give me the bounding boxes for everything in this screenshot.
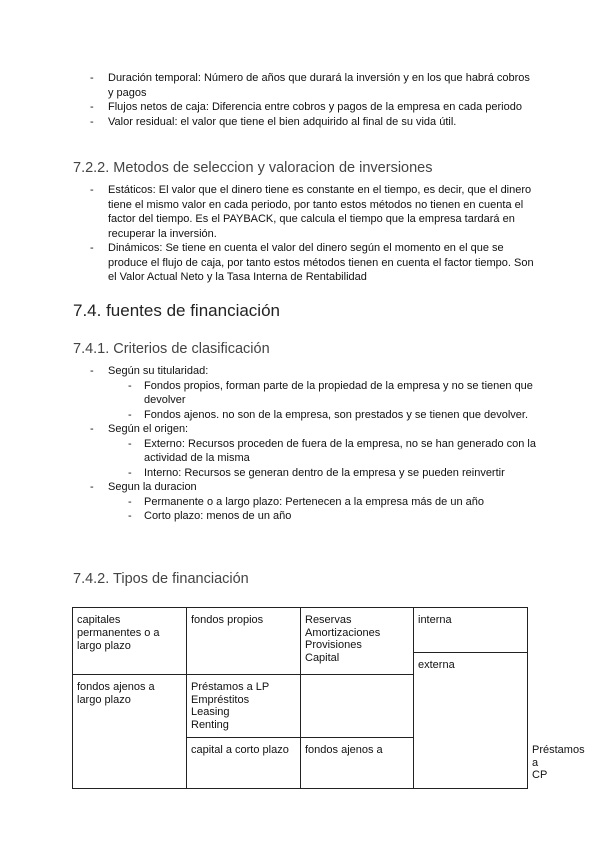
sublist xyxy=(108,379,536,423)
list-item xyxy=(90,480,536,524)
financing-types-table xyxy=(72,607,585,789)
sublist-item: - Externo: Recursos proceden de fuera de la empresa, no se han generado con la actividad de la misma xyxy=(108,437,536,466)
criterion-label: Según su titularidad: xyxy=(108,365,209,377)
heading-7-4-2: 7.4.2. Tipos de financiación xyxy=(73,571,249,587)
list-item: - Estáticos: El valor que el dinero tiene es constante en el tiempo, es decir, que el dinero tiene el mismo valor en cada periodo, por tanto estos métodos no tienen en cuenta el factor del tiempo. Es el PAYBACK, que calcula el tiempo que la empresa tardará en recuperar la inversión. xyxy=(90,183,536,241)
cell-externa: externa xyxy=(414,653,528,789)
cell-capitales-permanentes: capitales permanentes o a largo plazo xyxy=(73,608,187,675)
sublist-item: - Fondos ajenos. no son de la empresa, son prestados y se tienen que devolver. xyxy=(108,408,536,423)
list-item: - Duración temporal: Número de años que durará la inversión y en los que habrá cobros y pagos xyxy=(90,71,536,100)
source-item: Leasing xyxy=(191,706,230,718)
criterion-label: Según el origen: xyxy=(108,423,189,435)
list-item xyxy=(90,364,536,422)
methods-list xyxy=(90,183,536,285)
source-item: Amortizaciones xyxy=(305,626,381,639)
list-item: - Valor residual: el valor que tiene el bien adquirido al final de su vida útil. xyxy=(90,115,536,130)
criterion-label: Segun la duracion xyxy=(108,481,197,493)
cell-fondos-propios-sources xyxy=(301,608,414,675)
table-row: capital a corto plazo fondos ajenos a Préstamos a CP xyxy=(73,738,528,789)
heading-7-4: 7.4. fuentes de financiación xyxy=(73,301,280,320)
source-item: Empréstitos xyxy=(191,693,250,706)
cell-fondos-ajenos-cp: fondos ajenos a xyxy=(301,738,414,789)
investment-variables-list xyxy=(90,71,536,129)
source-item: Capital xyxy=(305,651,340,664)
list-item: - Flujos netos de caja: Diferencia entre cobros y pagos de la empresa en cada periodo xyxy=(90,100,536,115)
source-item: Préstamos a LP xyxy=(191,681,270,693)
source-item: Renting xyxy=(191,718,229,731)
cell-fondos-ajenos-lp-sources xyxy=(187,675,301,738)
table-row xyxy=(73,608,528,653)
sublist-item: - Corto plazo: menos de un año xyxy=(108,509,536,524)
cell-fondos-propios: fondos propios xyxy=(187,608,301,675)
source-item: Provisiones xyxy=(305,639,362,651)
cell-capital-corto-plazo: capital a corto plazo xyxy=(187,738,301,789)
heading-7-4-1: 7.4.1. Criterios de clasificación xyxy=(73,341,270,357)
sublist xyxy=(108,495,536,524)
list-item: - Dinámicos: Se tiene en cuenta el valor del dinero según el momento en el que se produce el flujo de caja, por tanto estos métodos tienen en cuenta el factor tiempo. Son el Valor Actual Neto y la Tasa Interna de Rentabilidad xyxy=(90,241,536,285)
cell-interna: interna xyxy=(414,608,528,653)
heading-7-2-2: 7.2.2. Metodos de seleccion y valoracion de inversiones xyxy=(73,160,433,176)
sublist-item: - Permanente o a largo plazo: Pertenecen a la empresa más de un año xyxy=(108,495,536,510)
list-item xyxy=(90,422,536,480)
sublist xyxy=(108,437,536,481)
source-item: Reservas xyxy=(305,614,352,626)
sublist-item: - Fondos propios, forman parte de la propiedad de la empresa y no se tienen que devolver xyxy=(108,379,536,408)
sublist-item: - Interno: Recursos se generan dentro de la empresa y se pueden reinvertir xyxy=(108,466,536,481)
cell-fondos-ajenos-lp: fondos ajenos a largo plazo xyxy=(73,675,187,789)
classification-criteria-list xyxy=(90,364,536,524)
